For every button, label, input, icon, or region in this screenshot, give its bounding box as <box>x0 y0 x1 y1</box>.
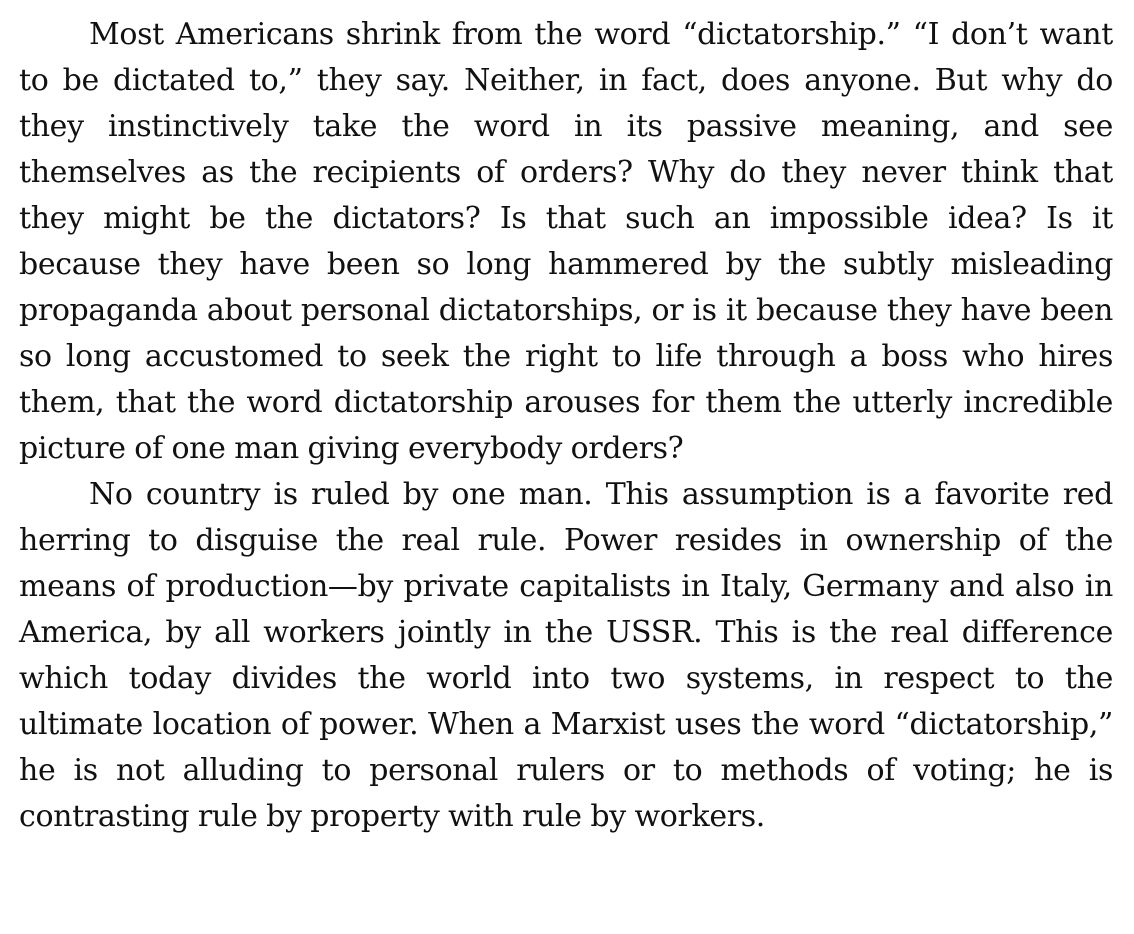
paragraph-1: Most Americans shrink from the word “dictatorship.” “I don’t want to be dictated to,” they say. Neither, in fact, does anyone. But why do they instinctively take the word in its passive meaning, and see themselves as the recipients of orders? Why do they never think that they might be the dictators? Is that such an impossible idea? Is it because they have been so long hammered by the subtly misleading propaganda about personal dictatorships, or is it because they have been so long accustomed to seek the right to life through a boss who hires them, that the word dictatorship arouses for them the utterly incredible picture of one man giving everybody orders? <box>19 17 1113 466</box>
paragraph-2: No country is ruled by one man. This assumption is a favorite red herring to disguise the real rule. Power resides in ownership of the means of production—by private capitalists in Italy, Germany and also in America, by all workers jointly in the USSR. This is the real difference which today divides the world into two systems, in respect to the ultimate location of power. When a Marxist uses the word “dictatorship,” he is not alluding to personal rulers or to methods of voting; he is contrasting rule by property with rule by workers. <box>19 477 1113 834</box>
